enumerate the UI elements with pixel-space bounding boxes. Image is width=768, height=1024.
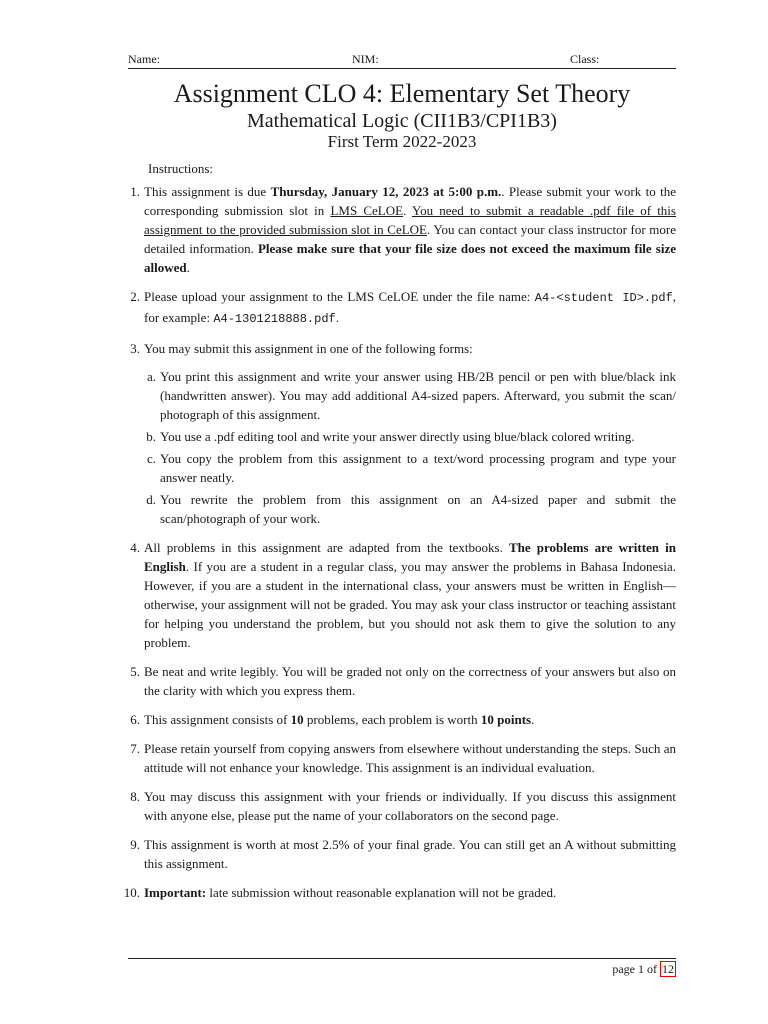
list-item: 4. All problems in this assignment are adapted from the textbooks. The problems are written in English. If you are a student in a regular class, you may answer the problems in Bahasa Indonesia. However, if you are a student in the international class, your answers must be written in English—otherwise, your assignment will not be graded. You may ask your class instructor or teaching assistant for helping you understand the problem, but you should not ask them to give the solution to any problem. [130, 540, 676, 650]
list-item: 7. Please retain yourself from copying answers from elsewhere without understanding the steps. Such an attitude will not enhance your knowledge. This assignment is an individual evaluation. [130, 741, 676, 775]
list-item: d. You rewrite the problem from this assignment on an A4-sized paper and submit the scan/photograph of your work. [146, 492, 676, 526]
list-item: 10. Important: late submission without reasonable explanation will not be graded. [123, 885, 557, 900]
page-title: Assignment CLO 4: Elementary Set Theory [173, 79, 631, 108]
course-title: Mathematical Logic (CII1B3/CPI1B3) [247, 110, 557, 132]
student-info-header [128, 52, 676, 69]
list-item: a. You print this assignment and write your answer using HB/2B pencil or pen with blue/black ink (handwritten answer). You may add additional A4-sized papers. Afterward, you submit the scan/ photograph of this assignment. [146, 369, 676, 422]
class-label: Class: [570, 52, 600, 66]
page-number-label: page 1 of [612, 962, 660, 976]
title-block [128, 78, 676, 152]
file-name-example: A4-1301218888.pdf [213, 312, 336, 326]
name-label: Name: [128, 52, 160, 66]
nim-label: NIM: [352, 52, 379, 66]
footer-divider [128, 958, 676, 959]
instructions-heading: Instructions: [148, 161, 213, 176]
list-item: 6. This assignment consists of 10 problems, each problem is worth 10 points. [130, 712, 535, 727]
list-item: 3. You may submit this assignment in one of the following forms: a. You print this assignment and write your answer using HB/2B pencil or pen with blue/black ink (handwritten answer). You may add additional A4-sized papers. Afterward, you submit the scan/ photograph of this assignment. b. You use a .pdf editing tool and write your answer directly using blue/black colored writing. c. You copy the problem from this assignment to a text/word processing program and type your answer neatly. d. You rewrite the problem from this assignment on an A4-sized paper and submit the scan/photograph of your work. [130, 341, 676, 526]
submission-forms-list [144, 367, 676, 528]
list-item: 9. This assignment is worth at most 2.5% of your final grade. You can still get an A without submitting this assignment. [130, 837, 676, 871]
list-item: 1. This assignment is due Thursday, January 12, 2023 at 5:00 p.m.. Please submit your work to the corresponding submission slot in LMS CeLOE. You need to submit a readable .pdf file of this assignment to the provided submission slot in CeLOE. You can contact your class instructor for more detailed information. Please make sure that your file size does not exceed the maximum file size allowed. [130, 184, 676, 275]
list-item: b. You use a .pdf editing tool and write your answer directly using blue/black colored writing. [146, 429, 635, 444]
instructions-list [123, 182, 676, 912]
page-total-link[interactable]: 12 [662, 962, 674, 976]
lms-celoe-link[interactable]: LMS CeLOE [330, 203, 404, 218]
submission-note: You need to submit a readable .pdf file of this assignment to the provided submission slot in CeLOE [144, 203, 676, 237]
list-item: 5. Be neat and write legibly. You will be graded not only on the correctness of your answers but also on the clarity with which you express them. [130, 664, 676, 698]
file-name-pattern: A4-<student ID>.pdf [534, 291, 673, 305]
list-item: 2. Please upload your assignment to the LMS CeLOE under the file name: A4-<student ID>.pdf, for example: A4-1301218888.pdf. [130, 289, 676, 326]
list-item: 8. You may discuss this assignment with your friends or individually. If you discuss this assignment with anyone else, please put the name of your collaborators on the second page. [130, 789, 676, 823]
page-footer [612, 962, 676, 977]
term-label: First Term 2022-2023 [327, 132, 477, 151]
list-item: c. You copy the problem from this assignment to a text/word processing program and type your answer neatly. [146, 451, 676, 485]
